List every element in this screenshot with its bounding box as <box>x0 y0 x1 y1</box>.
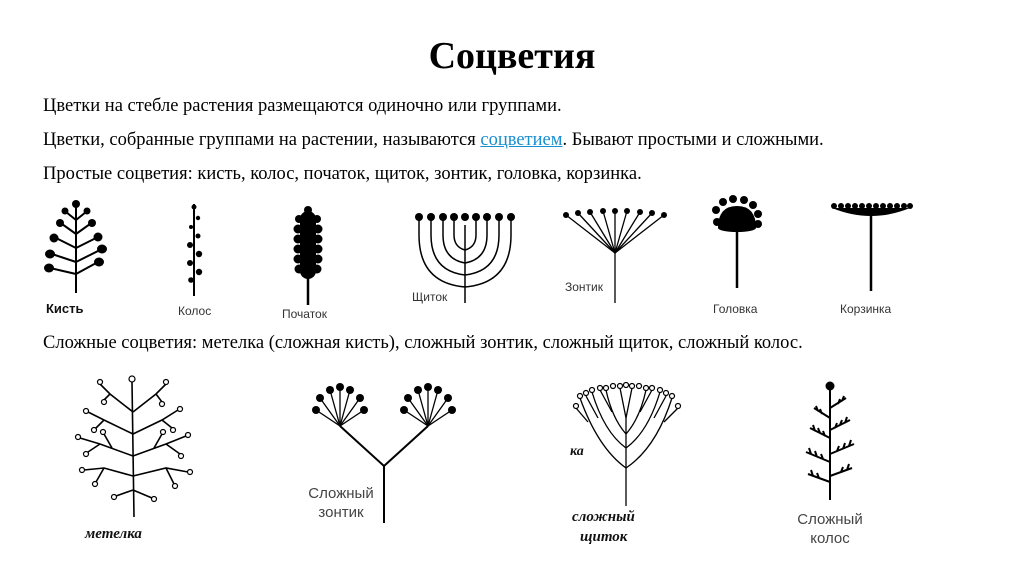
caption-head: Головка <box>713 302 758 316</box>
caption-compound-spike-line1: Сложный <box>797 511 863 528</box>
caption-spike: Колос <box>178 304 212 318</box>
text-line-4: Сложные соцветия: метелка (сложная кисть), сложный зонтик, сложный щиток, сложный колос. <box>43 333 803 353</box>
caption-compound-corymb-line2: щиток <box>580 529 628 545</box>
caption-compound-spike <box>785 510 875 548</box>
compound-corymb-illustration <box>568 378 688 508</box>
caption-spadix: Початок <box>282 307 327 321</box>
caption-compound-umbel-line2: зонтик <box>318 504 364 521</box>
text-line-2-start: Цветки, собранные группами на растении, называются <box>43 130 481 150</box>
page-title: Соцветия <box>428 35 596 77</box>
spadix-illustration <box>290 205 330 305</box>
caption-panicle: метелка <box>85 526 142 542</box>
text-line-3: Простые соцветия: кисть, колос, початок, щиток, зонтик, головка, корзинка. <box>43 164 642 184</box>
inflorescence-link[interactable]: соцветием <box>480 130 563 150</box>
caption-compound-spike-line2: колос <box>810 530 850 547</box>
caption-compound-umbel-line1: Сложный <box>308 485 374 502</box>
text-line-1: Цветки на стебле растения размещаются одиночно или группами. <box>43 96 562 116</box>
capitulum-illustration <box>826 196 916 296</box>
caption-raceme: Кисть <box>46 301 84 316</box>
head-illustration <box>706 196 766 296</box>
raceme-illustration <box>40 198 120 298</box>
compound-spike-illustration <box>790 378 870 508</box>
caption-compound-umbel <box>296 484 386 522</box>
caption-compound-corymb-line1: сложный <box>572 509 635 525</box>
caption-corymb: Щиток <box>412 290 448 304</box>
text-line-2-end: . Бывают простыми и сложными. <box>562 130 824 150</box>
spike-illustration <box>180 200 210 300</box>
caption-capitulum: Корзинка <box>840 302 892 316</box>
caption-umbel: Зонтик <box>565 280 603 294</box>
panicle-illustration <box>70 372 200 522</box>
caption-compound-corymb-fragment: ка <box>570 444 584 459</box>
text-line-2 <box>43 130 824 151</box>
